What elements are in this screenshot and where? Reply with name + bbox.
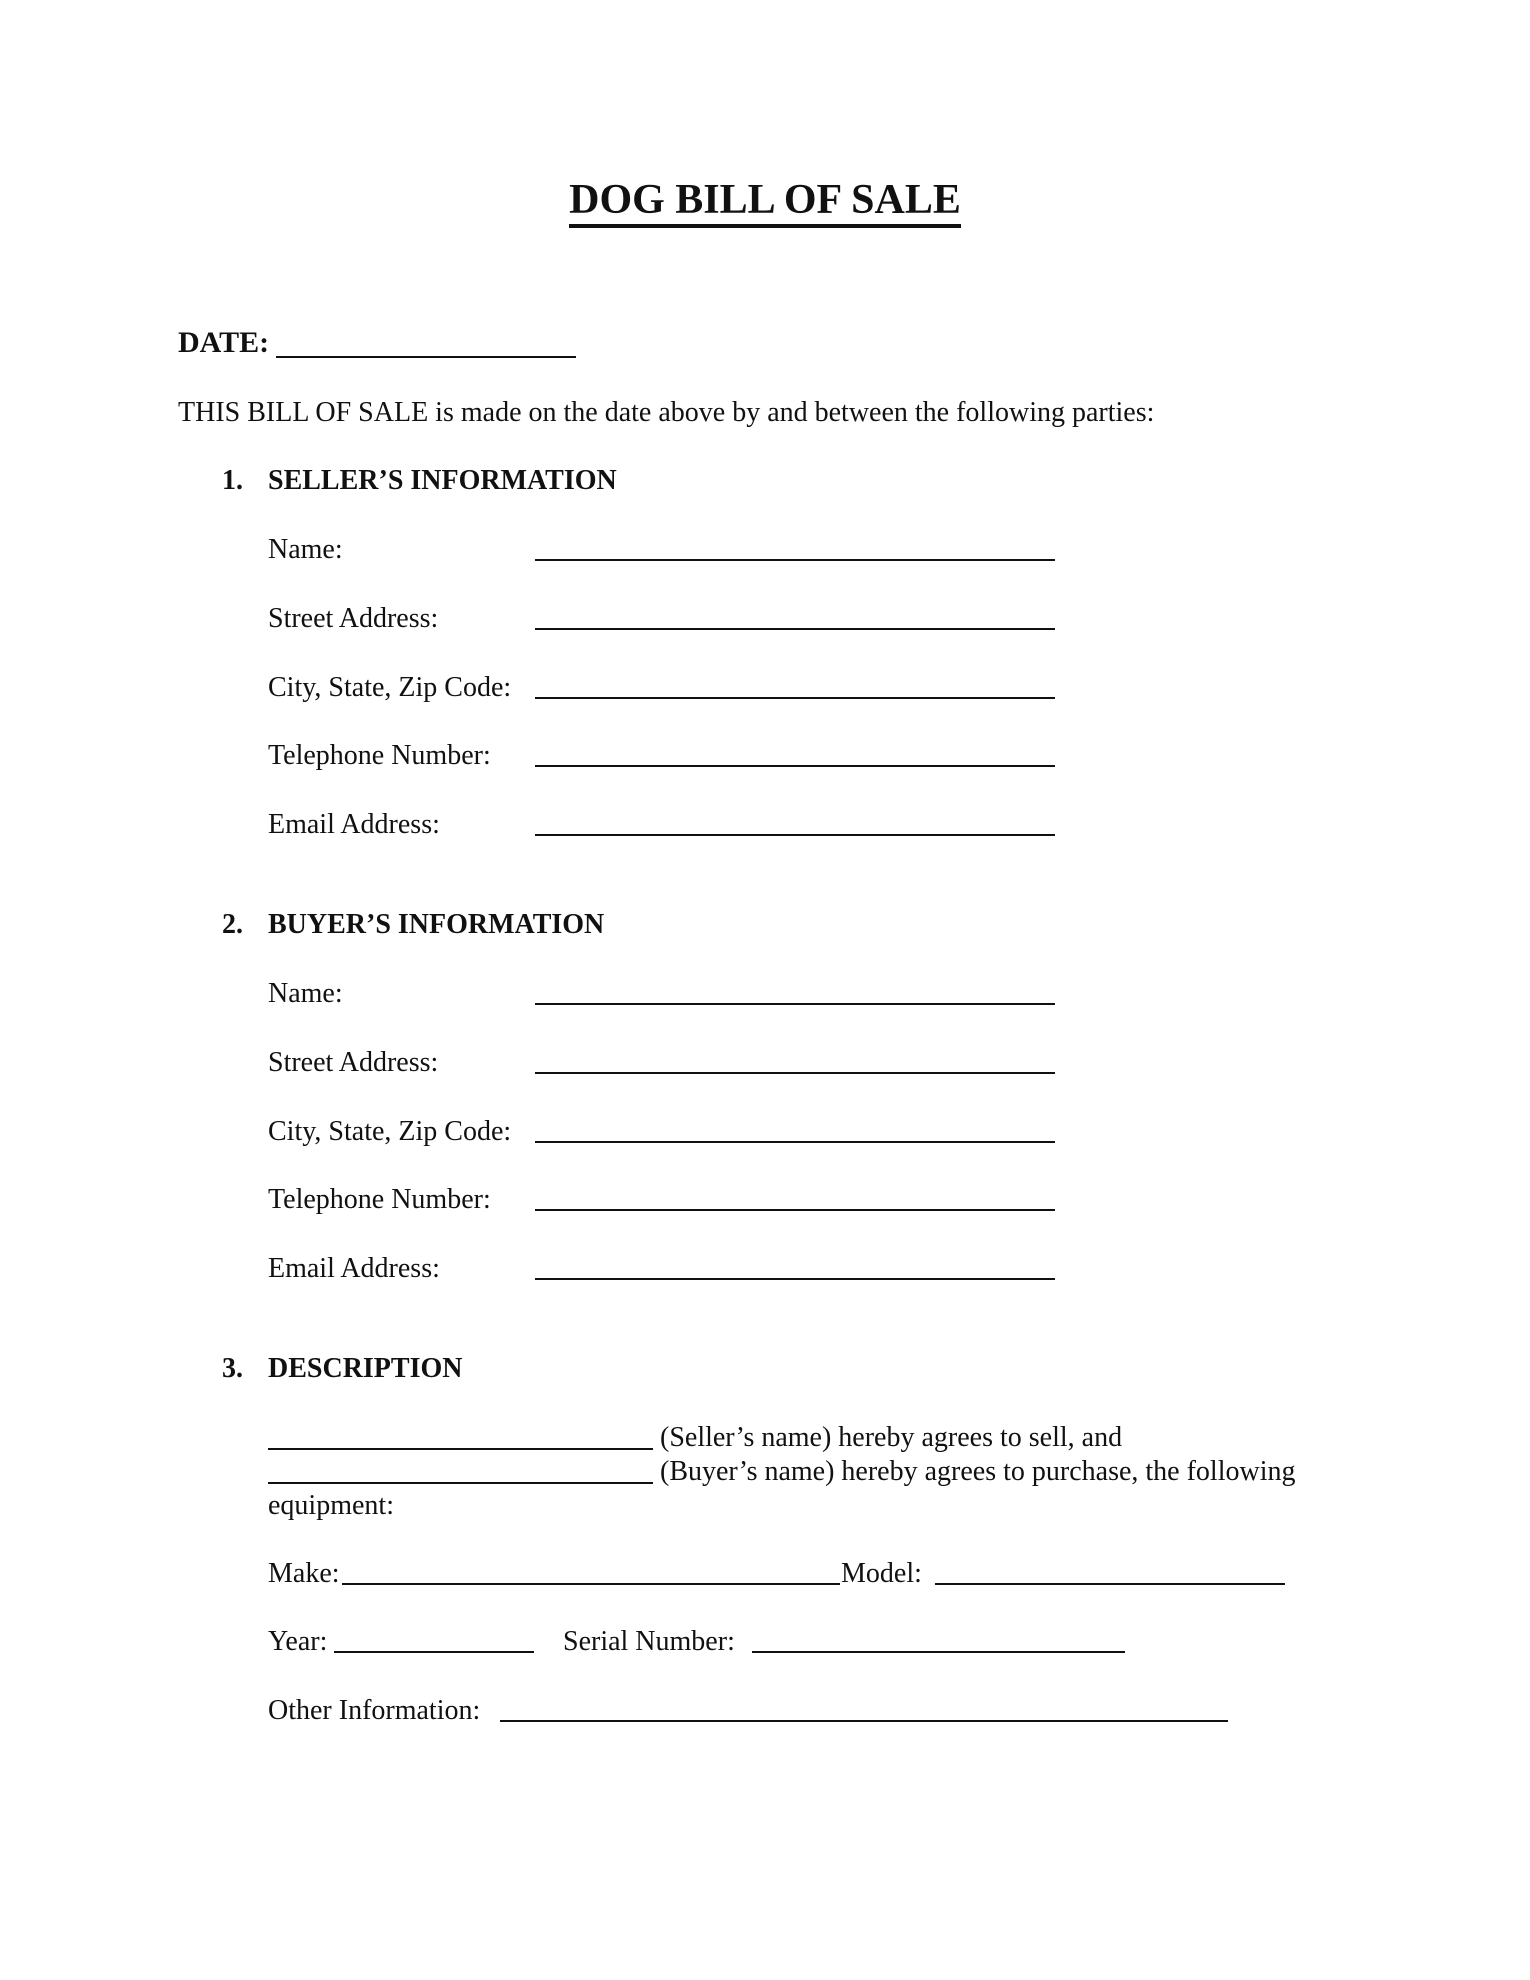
buyer-name-label: Name: [268, 978, 343, 1009]
seller-email-field[interactable] [535, 834, 1055, 836]
other-information-label: Other Information: [268, 1695, 481, 1726]
buyer-city-field[interactable] [535, 1141, 1055, 1143]
make-label: Make: [268, 1558, 340, 1589]
seller-phone-label: Telephone Number: [268, 740, 491, 771]
year-label: Year: [268, 1626, 328, 1657]
seller-name-label: Name: [268, 534, 343, 565]
buyer-name-blank[interactable] [268, 1482, 653, 1484]
buyer-name-field[interactable] [535, 1003, 1055, 1005]
other-information-field[interactable] [500, 1720, 1228, 1722]
seller-city-field[interactable] [535, 697, 1055, 699]
buyer-street-field[interactable] [535, 1072, 1055, 1074]
page-title: DOG BILL OF SALE [0, 176, 1530, 224]
seller-name-blank[interactable] [268, 1448, 653, 1450]
buyer-email-label: Email Address: [268, 1253, 440, 1284]
make-field[interactable] [342, 1583, 840, 1585]
date-label: DATE: [178, 326, 270, 359]
intro-text: THIS BILL OF SALE is made on the date above by and between the following parties: [178, 397, 1155, 428]
buyer-city-label: City, State, Zip Code: [268, 1116, 512, 1147]
seller-street-label: Street Address: [268, 603, 439, 634]
section-number-seller: 1. [222, 465, 243, 496]
section-heading-buyer: BUYER’S INFORMATION [268, 909, 605, 940]
model-label: Model: [841, 1558, 922, 1589]
buyer-phone-field[interactable] [535, 1209, 1055, 1211]
serial-number-field[interactable] [752, 1651, 1125, 1653]
serial-number-label: Serial Number: [563, 1626, 735, 1657]
year-field[interactable] [334, 1651, 534, 1653]
seller-phone-field[interactable] [535, 765, 1055, 767]
buyer-phone-label: Telephone Number: [268, 1184, 491, 1215]
section-heading-description: DESCRIPTION [268, 1353, 463, 1384]
model-field[interactable] [935, 1583, 1285, 1585]
section-number-buyer: 2. [222, 909, 243, 940]
buyer-email-field[interactable] [535, 1278, 1055, 1280]
seller-street-field[interactable] [535, 628, 1055, 630]
seller-city-label: City, State, Zip Code: [268, 672, 512, 703]
buyer-clause: (Buyer’s name) hereby agrees to purchase, the following [660, 1456, 1296, 1487]
seller-name-field[interactable] [535, 559, 1055, 561]
section-heading-seller: SELLER’S INFORMATION [268, 465, 617, 496]
seller-email-label: Email Address: [268, 809, 440, 840]
buyer-street-label: Street Address: [268, 1047, 439, 1078]
date-field[interactable] [276, 356, 576, 358]
seller-clause: (Seller’s name) hereby agrees to sell, and [660, 1422, 1123, 1453]
section-number-description: 3. [222, 1353, 243, 1384]
equipment-continuation: equipment: [268, 1490, 394, 1521]
